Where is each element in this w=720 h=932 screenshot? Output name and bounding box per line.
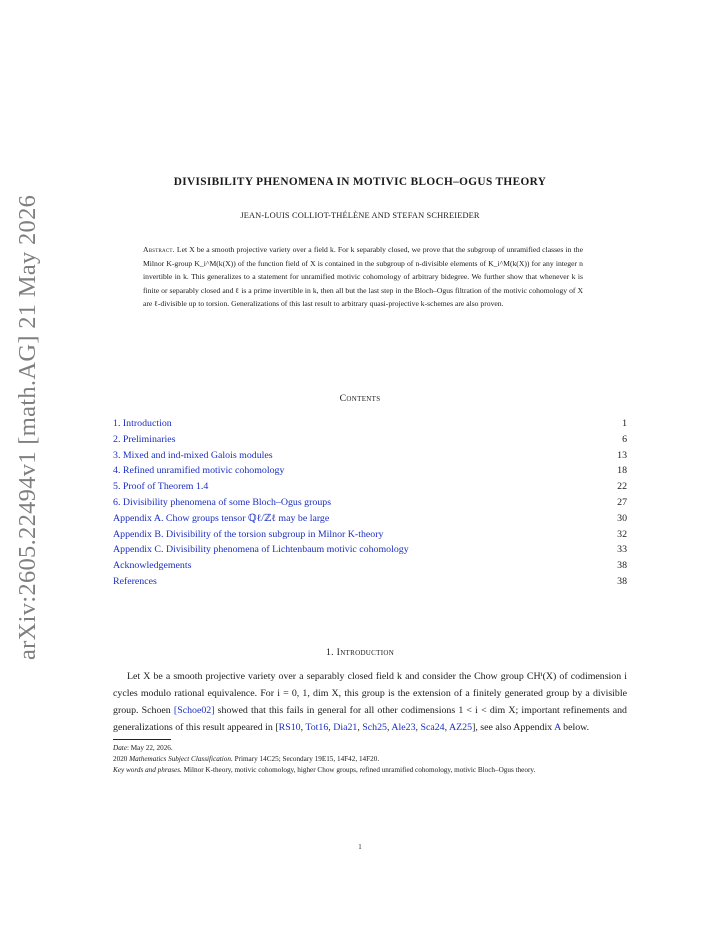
toc-entry-label[interactable]: 1. Introduction <box>113 418 172 429</box>
citation-link[interactable]: [Schoe02] <box>173 705 215 717</box>
toc-entry-page: 32 <box>617 528 627 540</box>
citation-bracket: ] <box>472 722 476 734</box>
citation-link[interactable]: Sca24 <box>420 722 445 734</box>
citation-link[interactable]: Ale23 <box>391 722 416 734</box>
toc-entry[interactable] <box>113 527 627 543</box>
citation-link[interactable]: Sch25 <box>362 722 387 734</box>
citation-link[interactable]: Tot16 <box>305 722 329 734</box>
toc-entry-label[interactable]: Acknowledgements <box>113 560 192 572</box>
contents-heading: Contents <box>339 393 381 404</box>
toc-entry-label[interactable]: 5. Proof of Theorem 1.4 <box>113 481 209 493</box>
introduction-paragraph: Let X be a smooth projective variety over a separably closed field k and consider the Chow group CHⁱ(X) of codimension i cycles modulo rational equivalence. For i = 0, 1, dim X, this group is the extension of a finitely generated group by a divisible group. Schoen [Schoe02] showed that this fails in general for all other codimensions 1 < i < dim X; important refinements and generalizations of this result appeared in [RS10, Tot16, Dia21, Sch25, Ale23, Sca24, AZ25], see also Appendix A below. <box>113 671 627 734</box>
toc-entry[interactable] <box>113 432 627 448</box>
toc-entry[interactable] <box>113 574 627 590</box>
footnote-divider <box>113 739 171 740</box>
toc-entry-page: 6 <box>622 433 627 445</box>
toc-entry-page: 1 <box>622 418 627 429</box>
toc-entry[interactable] <box>113 479 627 495</box>
toc-entry-page: 13 <box>617 449 627 461</box>
footnote-keywords <box>100 765 627 776</box>
intro-text: below. <box>560 722 590 734</box>
footnote-label: Key words and phrases. <box>113 766 182 774</box>
toc-entry[interactable] <box>113 448 627 464</box>
abstract <box>143 243 583 311</box>
toc-entry[interactable] <box>113 495 627 511</box>
paper-authors: JEAN-LOUIS COLLIOT-THÉLÈNE AND STEFAN SCHREIEDER <box>240 211 480 220</box>
abstract-label: Abstract. <box>143 245 175 254</box>
paper-title: DIVISIBILITY PHENOMENA IN MOTIVIC BLOCH–OGUS THEORY <box>173 176 547 188</box>
toc-entry-page: 22 <box>617 481 627 493</box>
toc-entry[interactable] <box>113 416 627 432</box>
toc-entry-page: 27 <box>617 496 627 508</box>
toc-entry-label[interactable]: Appendix C. Divisibility phenomena of Lichtenbaum motivic cohomology <box>113 544 409 556</box>
toc-entry-label[interactable]: Appendix B. Divisibility of the torsion subgroup in Milnor K-theory <box>113 528 384 540</box>
intro-text: showed that this fails in general for all other codimensions 1 < i < dim X; important refinements and generalizations of this result appeared in <box>113 705 627 734</box>
toc-entry-page: 33 <box>617 544 627 556</box>
footnotes <box>100 743 627 776</box>
toc-entry-label[interactable]: Appendix A. Chow groups tensor ℚℓ/ℤℓ may be large <box>113 512 330 524</box>
footnote-text: Milnor K-theory, motivic cohomology, higher Chow groups, refined unramified cohomology, motivic Bloch–Ogus theory. <box>181 766 536 774</box>
footnote-label: Date <box>113 744 127 752</box>
section-heading-introduction: 1. Introduction <box>325 647 395 658</box>
toc-entry-page: 18 <box>617 465 627 477</box>
citation-link[interactable]: RS10 <box>278 722 301 734</box>
toc-entry-label[interactable]: 6. Divisibility phenomena of some Bloch–Ogus groups <box>113 496 332 508</box>
toc-entry-label[interactable]: 3. Mixed and ind-mixed Galois modules <box>113 449 273 461</box>
footnote-text: 2020 <box>113 755 130 763</box>
toc-entry[interactable] <box>113 463 627 479</box>
citation-link[interactable]: Dia21 <box>333 722 358 734</box>
appendix-link[interactable]: A <box>554 722 561 734</box>
toc-entry-label[interactable]: 2. Preliminaries <box>113 433 176 445</box>
intro-text: , see also Appendix <box>475 722 555 734</box>
toc-entry-label[interactable]: 4. Refined unramified motivic cohomology <box>113 465 285 477</box>
footnote-msc <box>100 754 627 765</box>
page-number: 1 <box>358 844 362 851</box>
footnote-label: Mathematics Subject Classification. <box>129 755 233 763</box>
intro-text: Let X be a smooth projective variety over a separably closed field k and consider the Chow group CHⁱ(X) of codimension i cycles modulo rational equivalence. For i = 0, 1, dim X, this group is the extension of a finitely generated group by a divisible group. Schoen <box>113 671 627 717</box>
citation-bracket: [ <box>275 722 279 734</box>
footnote-date <box>100 743 627 754</box>
footnote-text: : May 22, 2026. <box>126 744 173 752</box>
footnote-text: Primary 14C25; Secondary 19E15, 14F42, 14F20. <box>232 755 380 763</box>
toc-entry-page: 38 <box>617 575 627 587</box>
toc-entry-page: 30 <box>617 512 627 524</box>
toc-entry-page: 38 <box>617 560 627 572</box>
abstract-text: Let X be a smooth projective variety over a field k. For k separably closed, we prove that the subgroup of unramified classes in the Milnor K-group K_i^M(k(X)) of the function field of X is contained in the subgroup of n-divisible elements of K_i^M(k(X)) for any integer n invertible in k. This generalizes to a statement for unramified motivic cohomology of arbitrary bidegree. We further show that whenever k is finite or separably closed and ℓ is a prime invertible in k, then all but the last step in the Bloch–Ogus filtration of the motivic cohomology of X are ℓ-divisible up to torsion. Generalizations of this last result to arbitrary quasi-projective k-schemes are also proven. <box>143 245 583 309</box>
toc-entry[interactable] <box>113 558 627 574</box>
toc-entry-label[interactable]: References <box>113 575 157 587</box>
citation-link[interactable]: AZ25 <box>449 722 473 734</box>
toc-entry[interactable] <box>113 511 627 527</box>
arxiv-identifier: arXiv:2605.22494v1 [math.AG] 21 May 2026 <box>14 194 41 660</box>
table-of-contents <box>113 416 627 590</box>
toc-entry[interactable] <box>113 542 627 558</box>
